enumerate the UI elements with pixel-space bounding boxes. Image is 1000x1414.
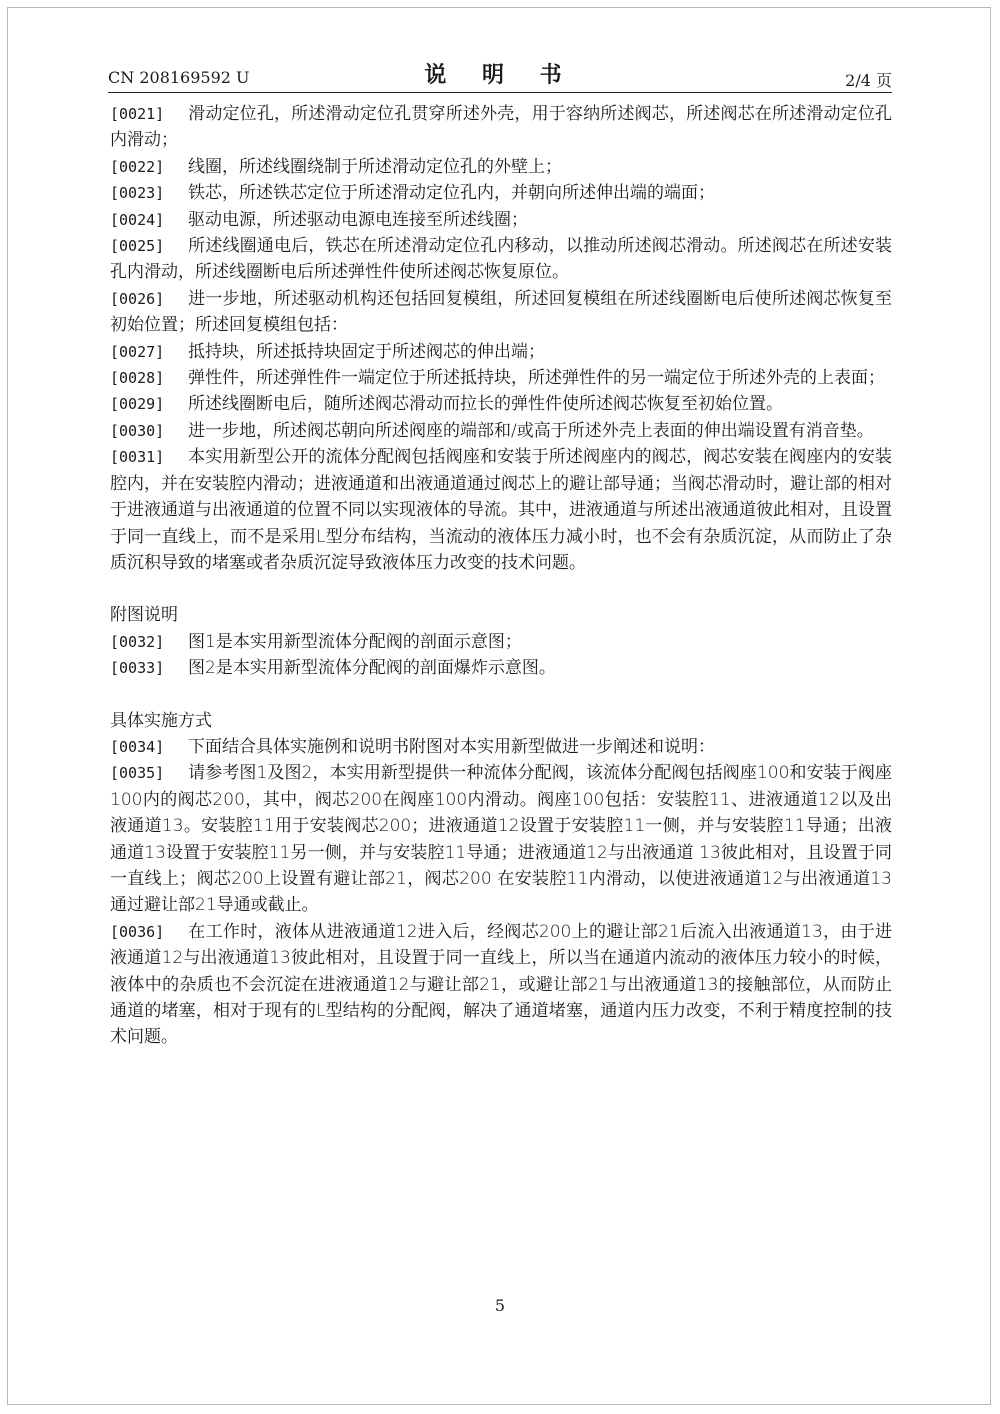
section-gap — [110, 576, 892, 602]
paragraph-number: [0034] — [110, 737, 165, 756]
paragraph-number: [0026] — [110, 289, 165, 308]
paragraph-text: 本实用新型公开的流体分配阀包括阀座和安装于所述阀座内的阀芯，阀芯安装在阀座内的安装腔内，并在安装腔内滑动；进液通道和出液通道通过阀芯上的避让部导通；当阀芯滑动时，避让部的相对于进液通道与出液通道的位置不同以实现液体的导流。其中，进液通道与所述出液通道彼此相对，且设置于同一直线上，而不是采用L型分布结构，当流动的液体压力减小时，也不会有杂质沉淀，从而防止了杂质沉积导致的堵塞或者杂质沉淀导致液体压力改变的技术问题。 — [110, 447, 892, 573]
paragraph-text: 进一步地，所述阀芯朝向所述阀座的端部和/或高于所述外壳上表面的伸出端设置有消音垫。 — [188, 420, 874, 441]
paragraph — [110, 365, 892, 391]
section-gap — [110, 682, 892, 708]
paragraph-number: [0030] — [110, 421, 165, 440]
paragraph — [110, 154, 892, 180]
paragraph-number: [0028] — [110, 369, 165, 388]
section-heading-embodiments: 具体实施方式 — [110, 710, 212, 731]
paragraph — [110, 655, 892, 681]
paragraph-number: [0027] — [110, 342, 165, 361]
paragraph-text: 滑动定位孔，所述滑动定位孔贯穿所述外壳，用于容纳所述阀芯，所述阀芯在所述滑动定位孔内滑动； — [110, 104, 892, 151]
paragraph-text: 所述线圈通电后，铁芯在所述滑动定位孔内移动，以推动所述阀芯滑动。所述阀芯在所述安装孔内滑动，所述线圈断电后所述弹性件使所述阀芯恢复原位。 — [110, 236, 892, 283]
paragraph-text: 图1是本实用新型流体分配阀的剖面示意图； — [188, 631, 522, 652]
paragraph — [110, 629, 892, 655]
paragraph — [110, 391, 892, 417]
header-rule — [108, 92, 892, 93]
paragraph-text: 所述线圈断电后，随所述阀芯滑动而拉长的弹性件使所述阀芯恢复至初始位置。 — [188, 394, 783, 415]
document-body — [110, 101, 892, 1051]
paragraph-text: 进一步地，所述驱动机构还包括回复模组，所述回复模组在所述线圈断电后使所述阀芯恢复至初始位置；所述回复模组包括： — [110, 288, 892, 336]
page-header — [108, 56, 892, 96]
page-number: 5 — [494, 1296, 506, 1315]
paragraph — [110, 734, 892, 760]
paragraph — [110, 286, 892, 339]
paragraph — [110, 919, 892, 1051]
paragraph-number: [0025] — [110, 237, 165, 256]
paragraph-text: 下面结合具体实施例和说明书附图对本实用新型做进一步阐述和说明： — [188, 736, 715, 757]
paragraph-number: [0022] — [110, 157, 165, 176]
paragraph — [110, 233, 892, 286]
paragraph-number: [0029] — [110, 395, 165, 414]
paragraph — [110, 418, 892, 444]
document-title: 说 明 书 — [424, 62, 576, 88]
paragraph-text: 图2是本实用新型流体分配阀的剖面爆炸示意图。 — [188, 658, 556, 679]
paragraph-text: 弹性件，所述弹性件一端定位于所述抵持块，所述弹性件的另一端定位于所述外壳的上表面； — [188, 368, 885, 389]
paragraph — [110, 339, 892, 365]
paragraph — [110, 207, 892, 233]
paragraph-text: 铁芯，所述铁芯定位于所述滑动定位孔内，并朝向所述伸出端的端面； — [188, 183, 715, 204]
paragraph-group-embodiments — [110, 734, 892, 1051]
paragraph — [110, 180, 892, 206]
paragraph-number: [0033] — [110, 659, 165, 678]
paragraph — [110, 444, 892, 576]
page-reference: 2/4 页 — [845, 71, 892, 90]
paragraph-number: [0032] — [110, 632, 165, 651]
paragraph — [110, 101, 892, 154]
paragraph-text: 驱动电源，所述驱动电源电连接至所述线圈； — [188, 209, 528, 230]
section-heading-figures: 附图说明 — [110, 605, 178, 626]
paragraph-number: [0035] — [110, 764, 165, 783]
paragraph-group-claims — [110, 101, 892, 576]
patent-number: CN 208169592 U — [108, 68, 250, 87]
paragraph — [110, 760, 892, 918]
paragraph-text: 请参考图1及图2，本实用新型提供一种流体分配阀，该流体分配阀包括阀座100和安装于阀座100内的阀芯200，其中，阀芯200在阀座100内滑动。阀座100包括：安装腔11、进液通道12以及出液通道13。安装腔11用于安装阀芯200；进液通道12设置于安装腔11一侧，并与安装腔11导通；出液通道13设置于安装腔11另一侧，并与安装腔11导通；进液通道12与出液通道 13彼此相对，且设置于同一直线上；阀芯200上设置有避让部21，阀芯200 在安装腔11内滑动，以使进液通道12与出液通道13通过避让部21导通或截止。 — [110, 763, 892, 916]
paragraph-number: [0031] — [110, 448, 165, 467]
paragraph-number: [0036] — [110, 922, 165, 941]
paragraph-number: [0023] — [110, 184, 165, 203]
paragraph-number: [0024] — [110, 210, 165, 229]
paragraph-text: 线圈，所述线圈绕制于所述滑动定位孔的外壁上； — [188, 156, 562, 177]
paragraph-group-figures — [110, 629, 892, 682]
paragraph-text: 抵持块，所述抵持块固定于所述阀芯的伸出端； — [188, 341, 545, 362]
paragraph-number: [0021] — [110, 105, 165, 123]
paragraph-text: 在工作时，液体从进液通道12进入后，经阀芯200上的避让部21后流入出液通道13，由于进液通道12与出液通道13彼此相对，且设置于同一直线上，所以当在通道内流动的液体压力较小的时候，液体中的杂质也不会沉淀在进液通道12与避让部21，或避让部21与出液通道13的接触部位，从而防止通道的堵塞，相对于现有的L型结构的分配阀，解决了通道堵塞，通道内压力改变，不利于精度控制的技术问题。 — [110, 921, 892, 1048]
